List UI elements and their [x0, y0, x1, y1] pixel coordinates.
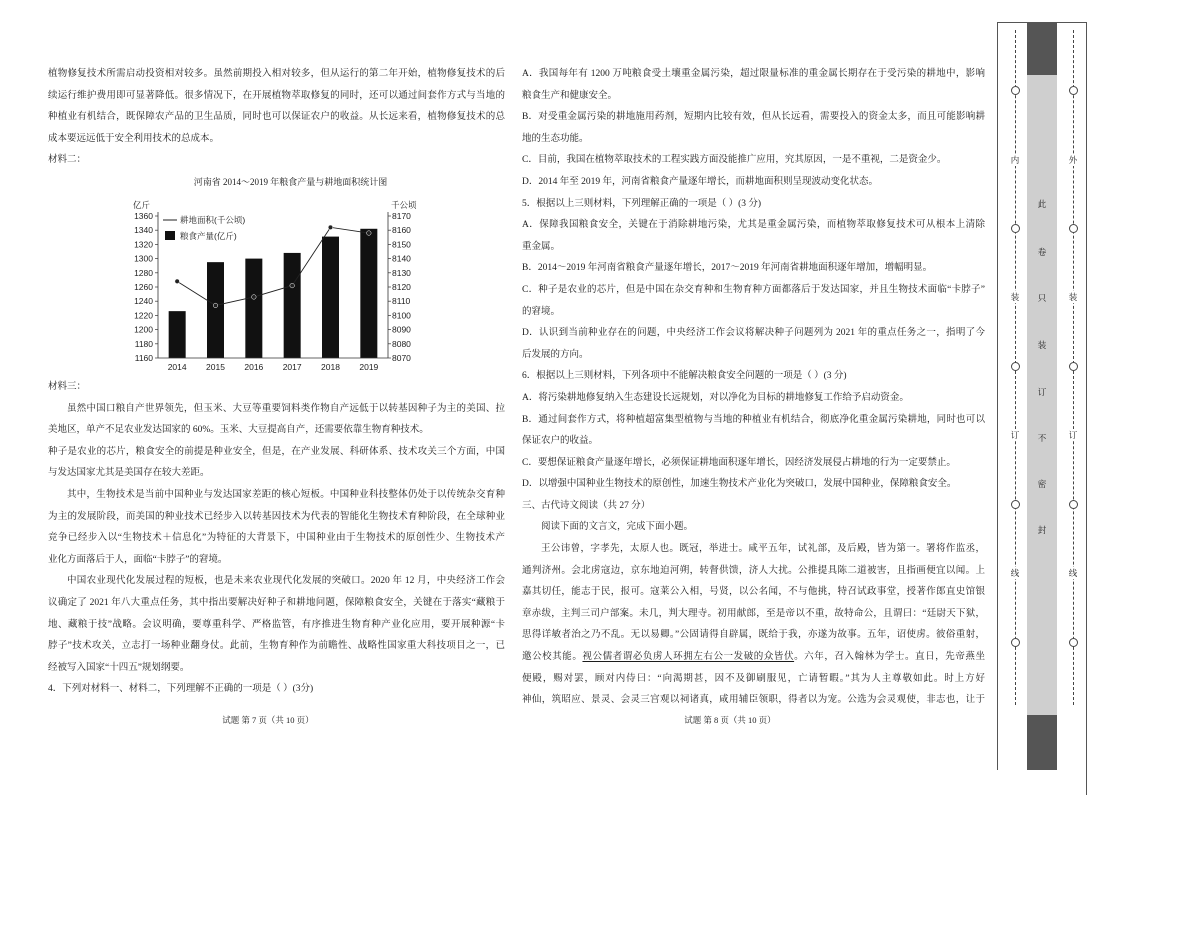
- option-line: C．种子是农业的芯片，但是中国在杂交育种和生物育种方面都落后于发达国家，并且生物技术面临“卡脖子”: [522, 284, 985, 295]
- option-line: B．通过间套作方式，将种植超富集型植物与当地的种植业有机结合，彻底净化重金属污染耕地，同时也可以: [522, 414, 985, 425]
- binding-hole-icon: [1011, 638, 1020, 647]
- text-line: 议确定了 2021 年八大重点任务，其中指出要解决好种子和耕地问题，保障粮食安全，关键在于落实“藏粮于: [48, 597, 505, 608]
- text-line: 经被写入国家“十四五”规划纲要。: [48, 662, 190, 673]
- notice-char: 此: [1037, 199, 1047, 209]
- text-segment: 邀公校其能。: [522, 652, 583, 663]
- legend-label-bar: 粮食产量(亿斤): [180, 231, 237, 241]
- text-line: 与发达国家尤其是美国存在较大差距。: [48, 468, 210, 479]
- legend-bar-symbol: [165, 231, 175, 240]
- dark-block: [1027, 22, 1057, 75]
- text-line: 地、藏粮于技”战略。会议明确，要尊重科学、严格监管，有序推进生物育种产业化应用，要开展种源“卡: [48, 619, 505, 630]
- option-line: 后发展的方向。: [522, 349, 589, 360]
- inner-binding-label: 装: [1010, 292, 1020, 302]
- right-tick-label: 8130: [392, 267, 411, 278]
- option-line: D．以增强中国种业生物技术的原创性，加速生物技术产业化为突破口，发展中国种业，保障粮食安全。: [522, 479, 957, 490]
- bar-2017: [284, 253, 301, 358]
- right-tick-label: 8100: [392, 310, 411, 321]
- left-tick-label: 1260: [134, 282, 153, 292]
- classical-text-line: 神仙，筑昭应、景灵、会灵三宫观以祠诸真，咸用辅臣领职，得者以为宠。公选为会灵观使，非志也，让于: [522, 695, 985, 706]
- left-tick-label: 1160: [134, 353, 153, 363]
- left-page-bottom-text: [48, 377, 505, 701]
- option-line: B．对受重金属污染的耕地施用药剂，短期内比较有效，但从长远看，需要投入的资金太多，而且可能影响耕: [522, 112, 985, 123]
- right-tick-label: 8140: [392, 253, 411, 264]
- right-tick-label: 8160: [392, 225, 411, 236]
- underlined-sentence: 视公儒者谓必负虏人环拥左右公一发破的众皆伏: [582, 652, 795, 663]
- outer-binding-label: 外: [1068, 155, 1078, 165]
- text-segment: 。六年，召入翰林为学士。直日，先帝燕坐: [794, 652, 985, 663]
- cultivated-area-point-2018: [328, 225, 333, 230]
- x-tick-label: 2015: [206, 362, 225, 372]
- left-tick-label: 1340: [134, 225, 153, 236]
- left-axis-unit: 亿斤: [133, 200, 151, 210]
- left-page-top-text: [48, 64, 505, 194]
- left-tick-label: 1200: [134, 324, 153, 335]
- section-heading: 三、古代诗文阅读（共 27 分）: [522, 500, 651, 511]
- left-tick-label: 1320: [134, 239, 153, 250]
- option-line: 重金属。: [522, 241, 561, 252]
- option-line: D．认识到当前种业存在的问题，中央经济工作会议将解决种子问题列为 2021 年的重点任务之一，指明了今: [522, 328, 985, 339]
- binding-hole-icon: [1011, 362, 1020, 371]
- notice-char: 装: [1037, 340, 1047, 350]
- classical-text-line: 通判济州。会北虏寇边，京东地迫河朔，转督供馈，济人大扰。公推提具陈二道被害，且指画便宜以闻。上: [522, 565, 985, 576]
- left-tick-label: 1240: [134, 296, 153, 307]
- option-line: A．保障我国粮食安全，关键在于消除耕地污染，尤其是重金属污染，而植物萃取修复技术可从根本上清除: [522, 220, 985, 231]
- text-line: 为主的发展阶段，而美国的种业技术已经步入以转基因技术为代表的智能化生物技术育种阶段，在全球种业: [48, 511, 505, 522]
- right-tick-label: 8110: [392, 296, 411, 307]
- outer-binding-label: 订: [1068, 430, 1078, 440]
- bar-2019: [360, 229, 377, 358]
- binding-hole-icon: [1069, 362, 1078, 371]
- inner-binding-label: 内: [1010, 155, 1020, 165]
- binding-hole-icon: [1069, 638, 1078, 647]
- right-tick-label: 8150: [392, 239, 411, 250]
- x-tick-label: 2018: [321, 362, 340, 372]
- text-line: 业化方面落后于人，面临“卡脖子”的窘境。: [48, 554, 228, 565]
- x-tick-label: 2014: [167, 362, 187, 372]
- option-line: D．2014 年至 2019 年，河南省粮食产量逐年增长，而耕地面积则呈现波动变化状态。: [522, 176, 878, 187]
- notice-char: 订: [1037, 387, 1047, 397]
- notice-column: [1027, 22, 1057, 770]
- legend-label-line: 耕地面积(千公顷): [180, 215, 246, 225]
- x-tick-label: 2019: [359, 362, 379, 372]
- text-line: 种子是农业的芯片，粮食安全的前提是种业安全，但是，在产业发展、科研体系、技术攻关三个方面，中国: [48, 446, 505, 457]
- option-line: C．目前，我国在植物萃取技术的工程实践方面没能推广应用，究其原因，一是不重视，二是资金少。: [522, 155, 947, 166]
- question-4: 4．下列对材料一、材料二，下列理解不正确的一项是（ ）(3分): [48, 684, 314, 695]
- material-heading: 材料三：: [48, 382, 87, 392]
- cultivated-area-point-2017: [290, 283, 295, 288]
- x-tick-label: 2016: [244, 362, 264, 372]
- cultivated-area-point-2016: [252, 295, 257, 300]
- notice-char: 不: [1037, 433, 1047, 443]
- x-tick-label: 2017: [282, 362, 302, 372]
- text-line: 中国农业现代化发展过程的短板，也是未来农业现代化发展的突破口。2020 年 12 月，中央经济工作会: [67, 576, 505, 587]
- left-tick-label: 1220: [134, 310, 153, 321]
- bar-2014: [169, 311, 186, 358]
- text-line: 其中，生物技术是当前中国种业与发达国家差距的核心短板。中国种业科技整体仍处于以传统杂交育种: [67, 489, 505, 500]
- notice-char: 只: [1037, 293, 1047, 303]
- right-page-text: [522, 64, 985, 712]
- notice-char: 封: [1037, 525, 1047, 535]
- text-line: 竞争已经步入以“生物技术＋信息化”为特征的大背景下，中国种业由于生物技术的原创性少、生物技术产: [48, 533, 505, 544]
- page-footer-left: 试题 第 7 页（共 10 页）: [222, 715, 314, 725]
- text-line: 成本要远远低于安全利用技术的总成本。: [48, 133, 220, 144]
- right-tick-label: 8170: [392, 211, 411, 221]
- classical-text-line: 章赤绂，主判三司户部案。未几，判大理寺。初用献郎，至是帝以不重，故特命公，且谓曰：“廷尉天下狱，: [522, 608, 985, 619]
- option-line: 地的生态功能。: [522, 133, 589, 144]
- classical-text-line-underlined: [522, 647, 985, 669]
- instruction-line: 阅读下面的文言文，完成下面小题。: [541, 522, 694, 533]
- notice-char: 密: [1037, 479, 1047, 489]
- text-line: 植物修复技术所需启动投资相对较多。虽然前期投入相对较多，但从运行的第二年开始，植物修复技术的后: [48, 69, 505, 79]
- text-line: 种植业有机结合，既保障农产品的卫生品质，同时也可以保证农户的收益。从长远来看，植物修复技术的总: [48, 112, 505, 123]
- right-axis-unit: 千公顷: [391, 200, 417, 210]
- text-line: 续运行维护费用即可显著降低。很多情况下，在开展植物萃取修复的同时，还可以通过间套作方式与当地的: [48, 90, 505, 101]
- binding-hole-icon: [1069, 500, 1078, 509]
- chart-title: 河南省 2014～2019 年粮食产量与耕地面积统计图: [193, 176, 388, 187]
- cultivated-area-point-2014: [175, 279, 180, 284]
- option-line: C．要想保证粮食产量逐年增长，必须保证耕地面积逐年增长，因经济发展侵占耕地的行为一定要禁止。: [522, 457, 956, 468]
- bar-2018: [322, 237, 339, 358]
- option-line: A．我国每年有 1200 万吨粮食受土壤重金属污染，超过限量标准的重金属长期存在于受污染的耕地中，影响: [522, 69, 985, 79]
- grain-output-farmland-chart: [120, 195, 420, 375]
- binding-hole-icon: [1011, 500, 1020, 509]
- question-6: 6．根据以上三则材料，下列各项中不能解决粮食安全问题的一项是（ ）(3 分): [522, 371, 847, 382]
- cultivated-area-point-2015: [213, 303, 218, 308]
- right-tick-label: 8070: [392, 353, 411, 363]
- right-tick-label: 8120: [392, 282, 411, 292]
- classical-text-line: 王公讳曾，字孝先，太原人也。既冠，举进士。咸平五年，试礼部，及后殿，皆为第一。署将作监丞，: [541, 544, 985, 555]
- option-line: 保证农户的收益。: [522, 436, 599, 447]
- page-footer-right: 试题 第 8 页（共 10 页）: [684, 715, 776, 725]
- text-line: 脖子”技术攻关，立志打一场种业翻身仗。此前，生物育种作为前瞻性、战略性国家重大科技项目之一，已: [48, 641, 505, 652]
- bar-2015: [207, 262, 224, 358]
- cultivated-area-point-2019: [367, 231, 372, 236]
- classical-text-line: 思得详敏者治之乃不乱。无以易卿。”公固请得自辟属，既给于我，亦遂为故事。五年，诏使虏。彼俗重射，: [522, 630, 985, 641]
- option-line: 粮食生产和健康安全。: [522, 90, 618, 101]
- option-line: A．将污染耕地修复纳入生态建设长远规划，对以净化为目标的耕地修复工作给予启动资金。: [522, 392, 909, 403]
- dark-block: [1027, 715, 1057, 770]
- binding-hole-icon: [1069, 86, 1078, 95]
- notice-char: 卷: [1037, 247, 1047, 257]
- right-tick-label: 8090: [392, 324, 411, 335]
- binding-hole-icon: [1069, 224, 1078, 233]
- strip-border: [997, 22, 998, 770]
- binding-hole-icon: [1011, 86, 1020, 95]
- classical-text-line: 嘉其切任，能志于民，报可。寇莱公入相，号贤，以公名闻，不与他挑，特召试政事堂，授著作郎直史馆银: [522, 587, 985, 598]
- inner-binding-label: 订: [1010, 430, 1020, 440]
- left-tick-label: 1360: [134, 211, 153, 221]
- inner-binding-label: 线: [1010, 568, 1020, 578]
- right-tick-label: 8080: [392, 338, 411, 349]
- classical-text-line: 便殿，赐对罢，顾对内侍曰：“向渴期甚，因不及御刷服见，亡请暂暇。”其为人主尊敬如此。时上方好: [522, 673, 985, 684]
- bar-2016: [245, 259, 262, 358]
- material-heading: 材料二：: [48, 155, 87, 166]
- binding-hole-icon: [1011, 224, 1020, 233]
- option-line: 的窘境。: [522, 306, 561, 317]
- text-line: 美地区，单产不足农业发达国家的 60%。玉米、大豆提高自产，还需要依靠生物育种技术。: [48, 425, 429, 436]
- outer-binding-label: 装: [1068, 292, 1078, 302]
- outer-binding-label: 线: [1068, 568, 1078, 578]
- left-tick-label: 1300: [134, 253, 153, 264]
- left-tick-label: 1280: [134, 267, 153, 278]
- question-5: 5．根据以上三则材料，下列理解正确的一项是（ ）(3 分): [522, 198, 762, 209]
- text-line: 虽然中国口粮自产世界领先，但玉米、大豆等重要饲料类作物自产远低于以转基因种子为主的美国、拉: [67, 403, 505, 414]
- strip-border: [1086, 22, 1087, 795]
- left-tick-label: 1180: [134, 338, 153, 349]
- option-line: B．2014～2019 年河南省粮食产量逐年增长，2017～2019 年河南省耕地面积逐年增加，增幅明显。: [522, 263, 933, 274]
